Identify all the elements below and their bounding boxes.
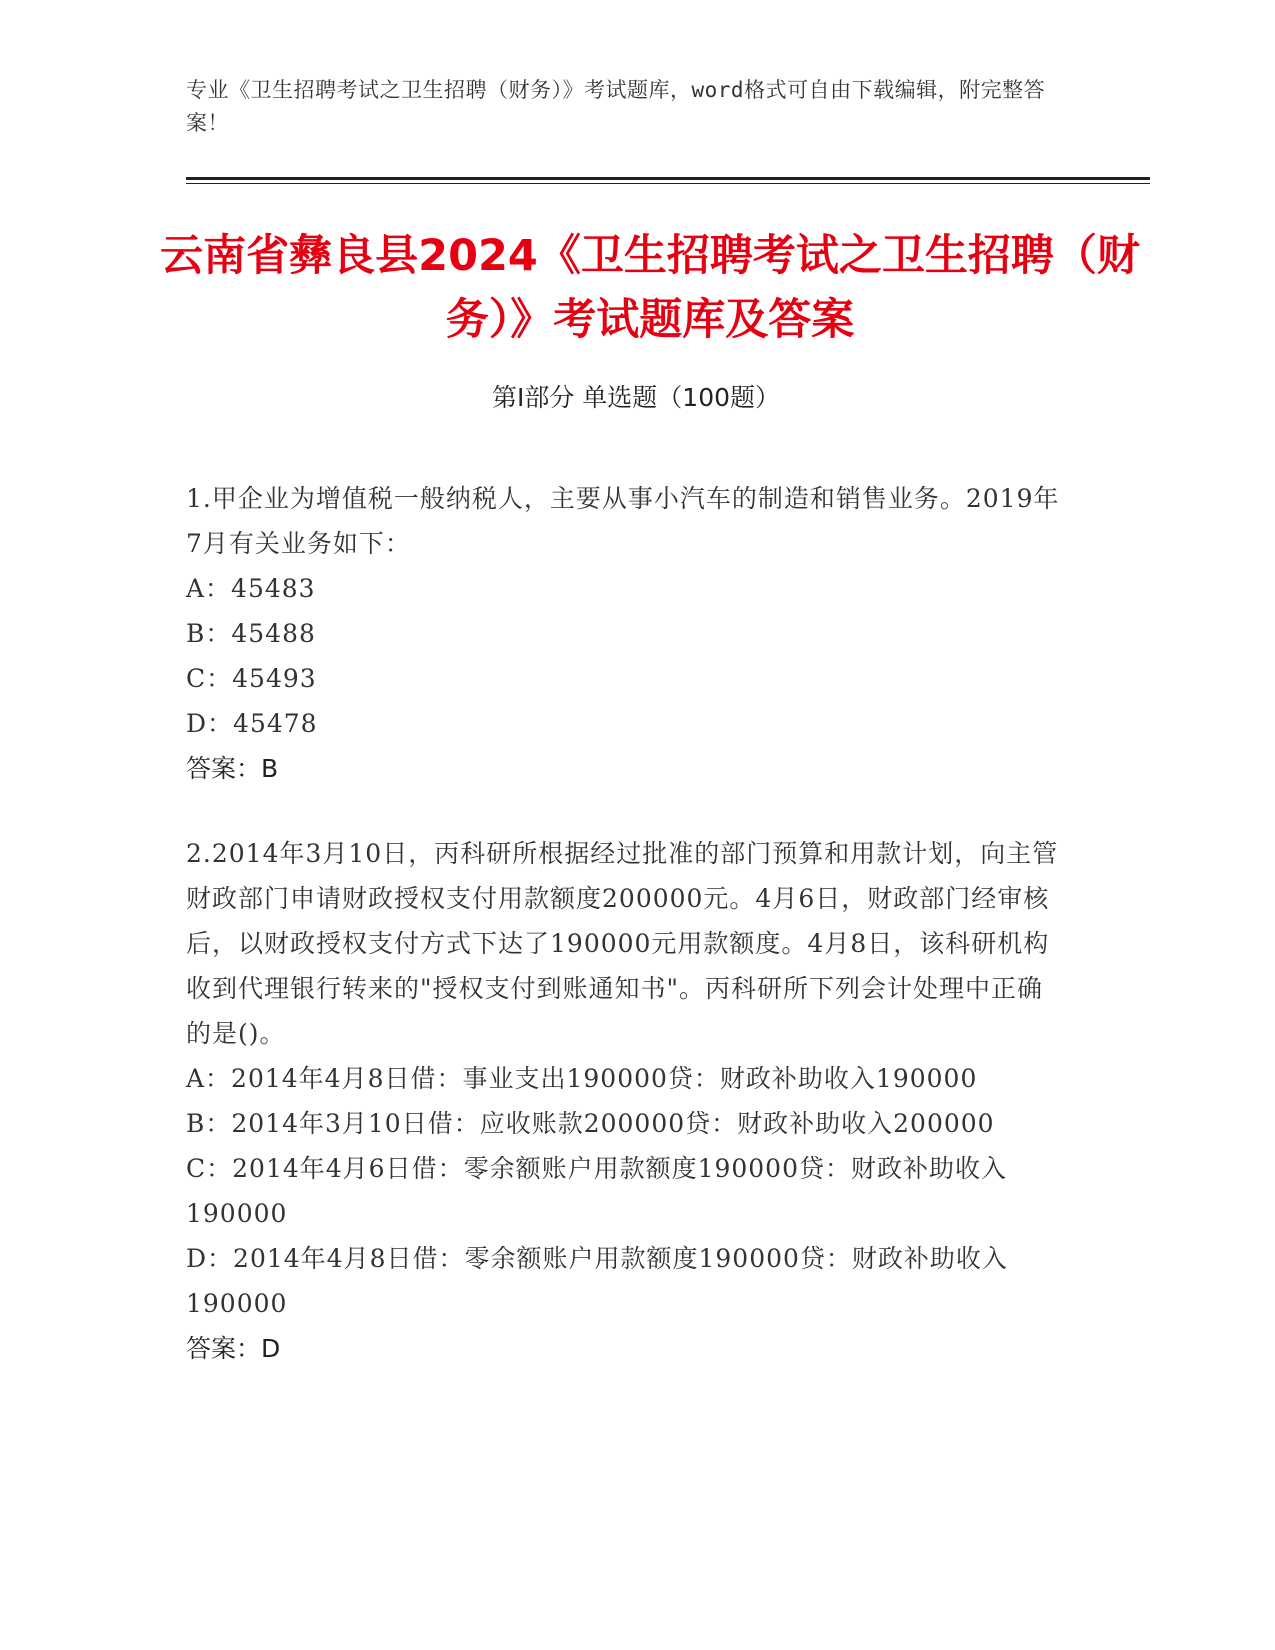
option-b: B：2014年3月10日借：应收账款200000贷：财政补助收入200000 [186, 1109, 995, 1138]
answer: 答案：B [186, 754, 279, 783]
question-stem: 2.2014年3月10日，丙科研所根据经过批准的部门预算和用款计划，向主管财政部门申请财政授权支付用款额度200000元。4月6日，财政部门经审核后，以财政授权支付方式下达了190000元用款额度。4月8日，该科研机构收到代理银行转来的"授权支付到账通知书"。丙科研所下列会计处理中正确的是()。 [186, 839, 1059, 1048]
option-a: A：45483 [186, 574, 316, 603]
header-divider-thick [186, 177, 1150, 180]
question-2 [186, 831, 1066, 1371]
section-title: 第Ⅰ部分 单选题（100题） [491, 383, 781, 412]
option-c: C：45493 [186, 664, 317, 693]
question-list [186, 476, 1066, 1411]
option-b: B：45488 [186, 619, 316, 648]
option-d: D：2014年4月8日借：零余额账户用款额度190000贷：财政补助收入190000 [186, 1244, 1008, 1318]
question-stem: 1.甲企业为增值税一般纳税人，主要从事小汽车的制造和销售业务。2019年7月有关业务如下： [186, 484, 1060, 558]
option-c: C：2014年4月6日借：零余额账户用款额度190000贷：财政补助收入190000 [186, 1154, 1007, 1228]
option-a: A：2014年4月8日借：事业支出190000贷：财政补助收入190000 [186, 1064, 978, 1093]
option-d: D：45478 [186, 709, 318, 738]
document-title: 云南省彝良县2024《卫生招聘考试之卫生招聘（财务）》考试题库及答案 [160, 231, 1140, 345]
question-1 [186, 476, 1066, 791]
header-note: 专业《卫生招聘考试之卫生招聘（财务）》考试题库，word格式可自由下载编辑，附完整答案！ [186, 78, 1046, 135]
header-divider-thin [186, 183, 1150, 184]
answer: 答案：D [186, 1334, 281, 1363]
